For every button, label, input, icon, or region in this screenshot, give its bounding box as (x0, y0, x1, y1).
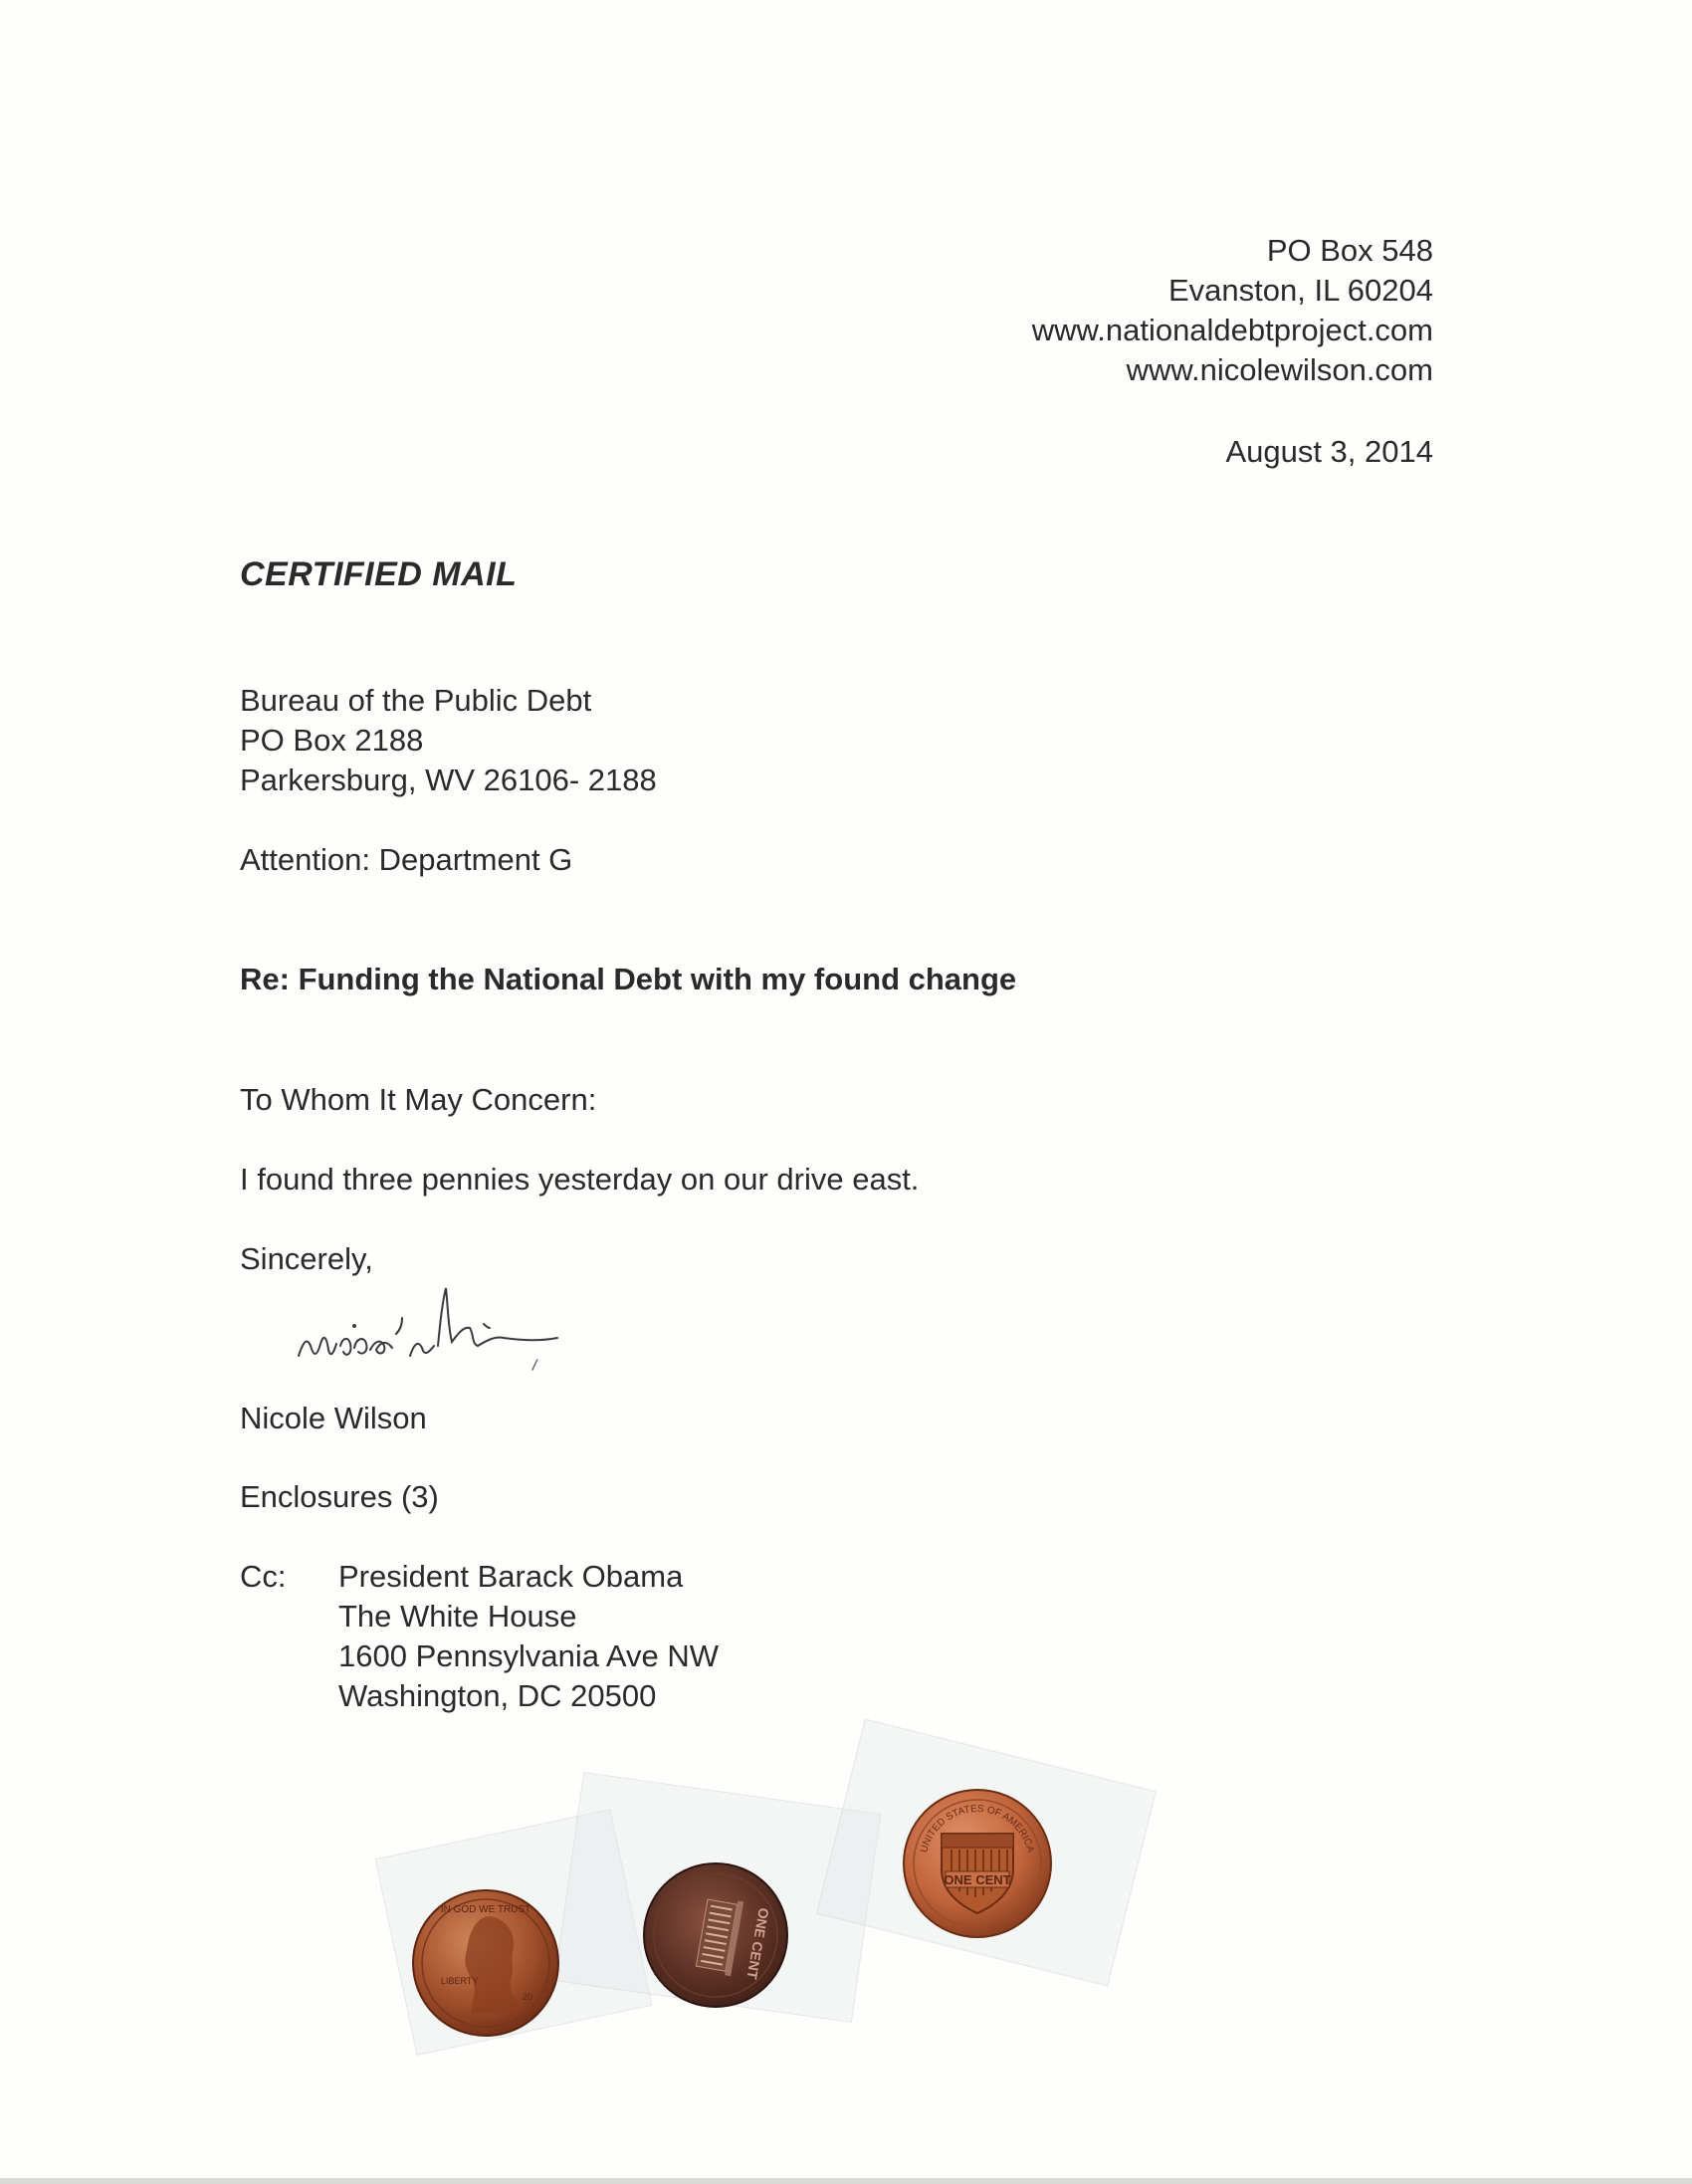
handwritten-signature (289, 1264, 667, 1374)
recipient-city: Parkersburg, WV 26106- 2188 (240, 763, 657, 797)
cc-street: 1600 Pennsylvania Ave NW (338, 1638, 719, 1673)
coin3-rim-text: UNITED STATES OF AMERICA (919, 1803, 1036, 1855)
penny-reverse-shield (902, 1788, 1053, 1939)
sender-address (1032, 231, 1433, 390)
letter-date: August 3, 2014 (1225, 434, 1433, 469)
salutation: To Whom It May Concern: (240, 1082, 597, 1117)
cc-org: The White House (338, 1599, 577, 1634)
sender-website-1: www.nationaldebtproject.com (1031, 313, 1433, 347)
attention-line: Attention: Department G (240, 842, 573, 877)
penny-reverse-memorial (642, 1861, 789, 2009)
enclosures-note: Enclosures (3) (240, 1479, 439, 1514)
cc-recipient (338, 1557, 719, 1716)
scan-bottom-edge (0, 2178, 1692, 2184)
recipient-address (240, 681, 657, 800)
recipient-po-box: PO Box 2188 (240, 723, 424, 758)
letter-body: I found three pennies yesterday on our drive east. (240, 1162, 920, 1197)
sender-website-2: www.nicolewilson.com (1126, 352, 1433, 387)
sender-city: Evanston, IL 60204 (1168, 273, 1433, 308)
penny-reverse-shield-icon (902, 1788, 1053, 1939)
penny-obverse (411, 1888, 560, 2038)
svg-text:20: 20 (523, 1992, 533, 2002)
closing: Sincerely, (240, 1241, 373, 1276)
cc-label: Cc: (240, 1559, 287, 1594)
subject-line: Re: Funding the National Debt with my found change (240, 962, 1017, 996)
cc-name: President Barack Obama (338, 1559, 684, 1594)
cc-city: Washington, DC 20500 (338, 1678, 657, 1713)
recipient-name: Bureau of the Public Debt (240, 683, 592, 718)
penny-reverse-memorial-icon (642, 1861, 789, 2009)
penny-obverse-icon (411, 1888, 560, 2038)
signer-name: Nicole Wilson (240, 1401, 427, 1435)
coin2-denomination: ONE CENT (743, 1906, 772, 1981)
svg-text:IN GOD WE TRUST: IN GOD WE TRUST (440, 1904, 531, 1915)
sender-po-box: PO Box 548 (1266, 233, 1433, 268)
coin3-denomination: ONE CENT (944, 1872, 1011, 1887)
certified-mail-heading: CERTIFIED MAIL (240, 555, 518, 593)
svg-text:LIBERTY: LIBERTY (441, 1976, 479, 1986)
